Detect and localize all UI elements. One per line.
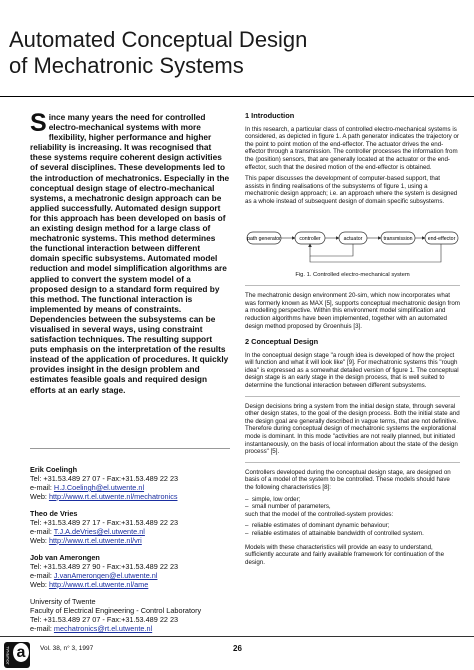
volume-info: Vol. 38, n° 3, 1997 — [40, 645, 94, 652]
affiliation — [30, 597, 230, 633]
page-number: 26 — [233, 644, 242, 653]
svg-text:controller: controller — [299, 235, 321, 242]
list-item: – small number of parameters, — [245, 503, 331, 511]
paragraph-divider — [245, 396, 460, 397]
email-label: e-mail: — [30, 527, 54, 536]
title-divider — [0, 96, 474, 97]
web-link[interactable]: http://www.rt.el.utwente.nl/mechatronics — [48, 492, 178, 501]
paragraph: In the conceptual design stage "a rough idea is developed of how the project will function and what it will look like" [9]. For mechatronic systems this "rough idea" is expressed as a somewhat detailed version of figure 1. The conceptual design stage is an early stage in the design process, that is well suited to determine the functional interaction between different subsystems. — [245, 351, 459, 390]
abstract-text: ince many years the need for controlled electro-mechanical systems with more flexibility, higher performance and higher reliability is increasing. It was recognised that these systems require coherent design activities of several disciplines. These developments led to the introduction of mechatronics. Especially in the conceptual design stage of electro-mechanical systems, a mechatronic design approach can be applied successfully. Automated design support for this approach has been developed on basis of an existing design method for a large class of mechatronic systems. This method determines the functional interaction between different domain specific subsystems. Automated model reduction and model simplification algorithms are applied to convert the system model of a proposed design to a standard form required by this method. The functional interaction is implemented by means of constraints. Dependencies between the subsystems can be visualised in several ways, using constraint satisfaction techniques. The resulting support puts emphasis on the interpretation of the results instead of the application of procedures. It quickly provides insight in the design problem and estimates feasible goals and required design efforts at an early stage. — [30, 112, 230, 395]
paragraph: Design decisions bring a system from the initial design state, through several other design states, to the goal of the design process. Both the initial state and the design goal are generally described in vague terms, that are not definitive. Therefore during conceptual design of mechatronic systems the explorational mode is dominant. In this mode "activities are not really planned, but initiated instantaneously, on the basis of local information about the state of the design process" [5]. — [245, 402, 460, 456]
abstract — [30, 109, 230, 395]
diagram-block-controller — [295, 232, 325, 244]
title-line-1: Automated Conceptual Design — [9, 27, 308, 52]
contact-devries — [30, 509, 230, 545]
section-heading-conceptual-design: 2 Conceptual Design — [245, 337, 319, 347]
footer-divider — [0, 636, 474, 637]
svg-text:transmission: transmission — [383, 235, 413, 242]
page-footer — [0, 640, 474, 670]
figure-1 — [245, 210, 460, 270]
logo-letter: a — [13, 643, 29, 662]
list-item: – simple, low order; — [245, 495, 301, 503]
paragraph: The mechatronic design environment 20-sim, which now incorporates what was formerly known as MAX [5], supports conceptual mechatronic design from a modelling perspective. Within this environment model simplification and reduction algorithms have been implemented, together with an automated design method proposed by Groenhuis [3]. — [245, 292, 460, 330]
web-label: Web: — [30, 580, 49, 589]
paragraph-divider — [245, 462, 460, 463]
paragraph: In this research, a particular class of controlled electro-mechanical systems is considered, as depicted in figure 1. A path generator indicates the trajectory or the point to point motion of the end-effector. The actuator drives the end-effector through a transmission. The controller processes the information from the (position) sensors, that are generally located at the actuator or the end-effector, such that the desired motion of the end-effector is obtained. — [245, 125, 459, 171]
list-item: – reliable estimates of dominant dynamic behaviour; — [245, 522, 390, 530]
email-label: e-mail: — [30, 483, 54, 492]
diagram-block-end-effector — [425, 232, 458, 244]
email-link[interactable]: H.J.Coelingh@el.utwente.nl — [53, 483, 145, 492]
contact-vanamerongen — [30, 553, 230, 589]
contact-tel: Tel: +31.53.489 27 90 - Fax:+31.53.489 22 23 — [30, 562, 179, 571]
contact-tel: Tel: +31.53.489 27 07 - Fax:+31.53.489 22 23 — [30, 474, 179, 483]
section-heading-introduction: 1 Introduction — [245, 111, 295, 120]
svg-text:path generator: path generator — [247, 235, 281, 242]
svg-text:actuator: actuator — [343, 235, 363, 242]
svg-text:end-effector: end-effector — [427, 235, 456, 242]
diagram-block-actuator — [339, 232, 367, 244]
web-label: Web: — [30, 492, 49, 501]
paragraph: Controllers developed during the conceptual design stage, are designed on basis of a model of the system to be controlled. These models should have the following characteristics [8]: — [245, 468, 451, 491]
figure-caption: Fig. 1. Controlled electro-mechanical system — [295, 271, 410, 278]
contacts-divider — [30, 448, 230, 449]
contact-name: Job van Amerongen — [30, 553, 100, 562]
contact-name: Theo de Vries — [30, 509, 78, 518]
abstract-column — [30, 109, 230, 395]
body-column — [245, 112, 460, 570]
contact-name: Erik Coelingh — [30, 465, 78, 474]
drop-cap: S — [30, 109, 47, 137]
block-diagram — [245, 210, 460, 270]
article-title — [9, 27, 469, 79]
journal-logo — [4, 642, 30, 668]
paragraph: such that the model of the controlled-system provides: — [245, 510, 394, 518]
university: University of Twente — [30, 597, 96, 606]
figure-divider — [245, 285, 460, 286]
email-link[interactable]: T.J.A.deVries@el.utwente.nl — [53, 527, 145, 536]
web-link[interactable]: http://www.rt.el.utwente.nl/ame — [48, 580, 149, 589]
web-link[interactable]: http://www.rt.el.utwente.nl/vri — [48, 536, 142, 545]
email-label: e-mail: — [30, 571, 54, 580]
paragraph: This paper discusses the development of computer-based support, that assists in finding realisations of the subsystems of figure 1, using a mechatronic design approach; i.e. an approach where the system is designed as a whole instead of subsequent design of domain specific subsystems. — [245, 175, 458, 205]
logo-side-text: JOURNAL — [5, 646, 10, 665]
diagram-block-transmission — [381, 232, 415, 244]
list-item: – reliable estimates of attainable bandwidth of controlled system. — [245, 529, 424, 537]
contact-tel: Tel: +31.53.489 27 17 - Fax:+31.53.489 22 23 — [30, 518, 179, 527]
diagram-block-path-generator — [247, 232, 281, 244]
title-line-2: of Mechatronic Systems — [9, 53, 244, 78]
web-label: Web: — [30, 536, 49, 545]
contact-coelingh — [30, 465, 230, 501]
email-label: e-mail: — [30, 624, 54, 633]
email-link[interactable]: J.vanAmerongen@el.utwente.nl — [53, 571, 158, 580]
faculty: Faculty of Electrical Engineering - Control Laboratory — [30, 606, 202, 615]
contacts — [30, 465, 230, 641]
paragraph: Models with these characteristics will provide an easy to understand, sufficiently accurate and fairly available framework for continuation of the design. — [245, 543, 445, 566]
email-link[interactable]: mechatronics@rt.el.utwente.nl — [53, 624, 153, 633]
affiliation-tel: Tel: +31.53.489 27 07 - Fax:+31.53.489 22 23 — [30, 615, 179, 624]
